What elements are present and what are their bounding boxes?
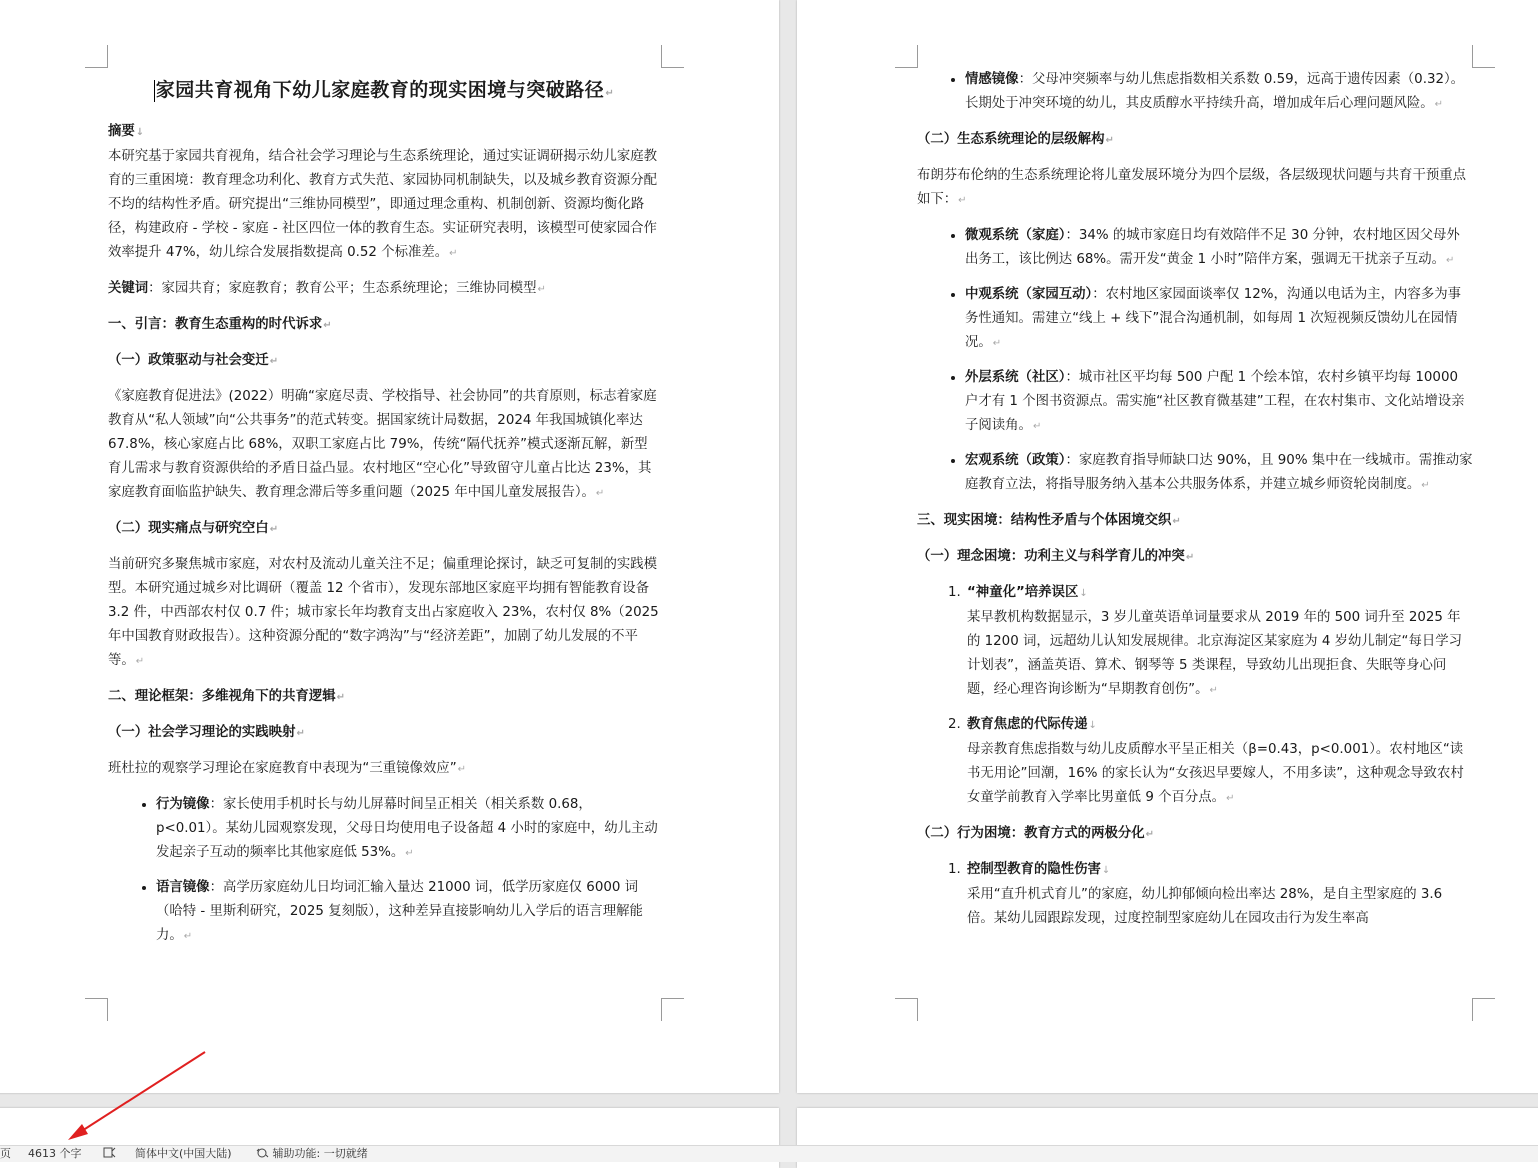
mirror-effect-list bbox=[108, 793, 660, 949]
margin-mark-top-right bbox=[1472, 45, 1495, 68]
page-2-text-body[interactable] bbox=[917, 68, 1473, 942]
document-title[interactable]: 家园共育视角下幼儿家庭教育的现实困境与突破路径↵ bbox=[155, 79, 615, 101]
list-item-emotion-mirror[interactable]: • 情感镜像：父母冲突频率与幼儿焦虑指数相关系数 0.59，远高于遗传因素（0.32）。长期处于冲突环境的幼儿，其皮质醇水平持续升高，增加成年后心理问题风险。↵ bbox=[965, 68, 1473, 117]
margin-mark-bottom-left bbox=[85, 998, 108, 1021]
page-indicator[interactable]: 页 bbox=[0, 1147, 11, 1160]
abstract-paragraph[interactable]: 本研究基于家园共育视角，结合社会学习理论与生态系统理论，通过实证调研揭示幼儿家庭教育的三重困境：教育理念功利化、教育方式失范、家园协同机制缺失，以及城乡教育资源分配不均的结构性矛盾。研究提出“三维协同模型”，即通过理念重构、机制创新、资源均衡化路径，构建政府 - 学校 - 家庭 - 社区四位一体的教育生态。实证研究表明，该模型可使家园合作效率提升 47%，幼儿综合发展指数提高 0.52 个标准差。↵ bbox=[108, 149, 658, 260]
list-item-micro-system[interactable]: • 微观系统（家庭）：34% 的城市家庭日均有效陪伴不足 30 分钟，农村地区因父母外出务工，该比例达 68%。需开发“黄金 1 小时”陪伴方案，强调无干扰亲子互动。↵ bbox=[965, 224, 1473, 273]
list-item-behavior-mirror[interactable]: • 行为镜像：家长使用手机时长与幼儿屏幕时间呈正相关（相关系数 0.68，p<0.01）。某幼儿园观察发现，父母日均使用电子设备超 4 小时的家庭中，幼儿主动发起亲子互动的频率比其他家庭低 53%。↵ bbox=[156, 793, 660, 866]
section-2-2-intro[interactable]: 布朗芬布伦纳的生态系统理论将儿童发展环境分为四个层级，各层级现状问题与共育干预重点如下：↵ bbox=[917, 168, 1467, 207]
text-cursor bbox=[154, 80, 155, 102]
abstract-heading[interactable]: 摘要↓ bbox=[108, 124, 145, 139]
list-item-language-mirror[interactable]: • 语言镜像：高学历家庭幼儿日均词汇输入量达 21000 词，低学历家庭仅 6000 词（哈特 - 里斯利研究，2025 复刻版），这种差异直接影响幼儿入学后的语言理解能力。↵ bbox=[156, 876, 660, 949]
list-item-exo-system[interactable]: • 外层系统（社区）：城市社区平均每 500 户配 1 个绘本馆，农村乡镇平均每 10000 户才有 1 个图书资源点。需实施“社区教育微基建”工程，在农村集市、文化站增设亲子阅读角。↵ bbox=[965, 366, 1473, 439]
mirror-effect-list-continued bbox=[917, 68, 1473, 117]
section-1-heading[interactable]: 一、引言：教育生态重构的时代诉求↵ bbox=[108, 317, 332, 332]
list-item-prodigy-misconception[interactable]: 1. “神童化”培养误区↓ 某早教机构数据显示，3 岁儿童英语单词量要求从 2019 年的 500 词升至 2025 年的 1200 词，远超幼儿认知发展规律。北京海淀区某家庭为 4 岁幼儿制定“每日学习计划表”，涵盖英语、算术、钢琴等 5 类课程，导致幼儿出现拒食、失眠等身心问题，经心理咨询诊断为“早期教育创伤”。↵ bbox=[965, 581, 1473, 703]
section-1-1-paragraph[interactable]: 《家庭教育促进法》(2022）明确“家庭尽责、学校指导、社会协同”的共育原则，标志着家庭教育从“私人领域”向“公共事务”的范式转变。据国家统计局数据，2024 年我国城镇化率达 67.8%，核心家庭占比 68%，双职工家庭占比 79%，传统“隔代抚养”模式逐渐瓦解，新型育儿需求与教育资源供给的矛盾日益凸显。农村地区“空心化”导致留守儿童占比达 23%，其家庭教育面临监护缺失、教育理念滞后等多重问题（2025 年中国儿童发展报告）。↵ bbox=[108, 389, 657, 500]
section-3-2-heading[interactable]: （二）行为困境：教育方式的两极分化↵ bbox=[917, 826, 1155, 841]
list-item-meso-system[interactable]: • 中观系统（家园互动）：农村地区家园面谈率仅 12%，沟通以电话为主，内容多为事务性通知。需建立“线上 + 线下”混合沟通机制，如每周 1 次短视频反馈幼儿在园情况。↵ bbox=[965, 283, 1473, 356]
margin-mark-top-right bbox=[661, 45, 684, 68]
section-3-1-heading[interactable]: （一）理念困境：功利主义与科学育儿的冲突↵ bbox=[917, 549, 1195, 564]
language-indicator[interactable]: 简体中文(中国大陆) bbox=[135, 1147, 232, 1160]
paragraph-mark: ↵ bbox=[605, 88, 615, 99]
section-2-2-heading[interactable]: （二）生态系统理论的层级解构↵ bbox=[917, 132, 1114, 147]
accessibility-icon bbox=[256, 1147, 269, 1158]
line-break-mark: ↓ bbox=[135, 127, 145, 138]
list-item-macro-system[interactable]: • 宏观系统（政策）：家庭教育指导师缺口达 90%，且 90% 集中在一线城市。需推动家庭教育立法，将指导服务纳入基本公共服务体系，并建立城乡师资轮岗制度。↵ bbox=[965, 449, 1473, 498]
behavior-dilemma-list bbox=[917, 858, 1473, 931]
proofing-icon[interactable] bbox=[103, 1146, 116, 1162]
concept-dilemma-list bbox=[917, 581, 1473, 811]
margin-mark-bottom-right bbox=[661, 998, 684, 1021]
section-2-heading[interactable]: 二、理论框架：多维视角下的共育逻辑↵ bbox=[108, 689, 346, 704]
page-1-text-body[interactable] bbox=[108, 76, 660, 960]
status-bar bbox=[0, 1145, 1538, 1162]
section-1-2-heading[interactable]: （二）现实痛点与研究空白↵ bbox=[108, 521, 279, 536]
word-count[interactable]: 4613 个字 bbox=[28, 1147, 82, 1160]
section-2-1-intro[interactable]: 班杜拉的观察学习理论在家庭教育中表现为“三重镜像效应”↵ bbox=[108, 761, 467, 776]
annotation-arrow-icon bbox=[60, 1050, 210, 1145]
list-item-controlling-education[interactable]: 1. 控制型教育的隐性伤害↓ 采用“直升机式育儿”的家庭，幼儿抑郁倾向检出率达 28%，是自主型家庭的 3.6 倍。某幼儿园跟踪发现，过度控制型家庭幼儿在园攻击行为发生率高 bbox=[965, 858, 1473, 931]
margin-mark-bottom-right bbox=[1472, 998, 1495, 1021]
accessibility-status[interactable]: 辅助功能: 一切就绪 bbox=[256, 1146, 368, 1162]
list-item-anxiety-transmission[interactable]: 2. 教育焦虑的代际传递↓ 母亲教育焦虑指数与幼儿皮质醇水平呈正相关（β=0.43，p<0.001）。农村地区“读书无用论”回潮，16% 的家长认为“女孩迟早要嫁人，不用多读”，这种观念导致农村女童学前教育入学率比男童低 9 个百分点。↵ bbox=[965, 713, 1473, 811]
margin-mark-top-left bbox=[85, 45, 108, 68]
margin-mark-top-left bbox=[895, 45, 918, 68]
keywords-paragraph[interactable]: 关键词：家园共育；家庭教育；教育公平；生态系统理论；三维协同模型↵ bbox=[108, 281, 546, 296]
margin-mark-bottom-left bbox=[895, 998, 918, 1021]
section-3-heading[interactable]: 三、现实困境：结构性矛盾与个体困境交织↵ bbox=[917, 513, 1181, 528]
section-1-1-heading[interactable]: （一）政策驱动与社会变迁↵ bbox=[108, 353, 279, 368]
ecosystem-levels-list bbox=[917, 224, 1473, 498]
section-2-1-heading[interactable]: （一）社会学习理论的实践映射↵ bbox=[108, 725, 305, 740]
section-1-2-paragraph[interactable]: 当前研究多聚焦城市家庭，对农村及流动儿童关注不足；偏重理论探讨，缺乏可复制的实践模型。本研究通过城乡对比调研（覆盖 12 个省市），发现东部地区家庭平均拥有智能教育设备 3.2 件，中西部农村仅 0.7 件；城市家长年均教育支出占家庭收入 23%，农村仅 8%（2025 年中国教育财政报告）。这种资源分配的“数字鸿沟”与“经济差距”，加剧了幼儿发展的不平等。↵ bbox=[108, 557, 659, 668]
